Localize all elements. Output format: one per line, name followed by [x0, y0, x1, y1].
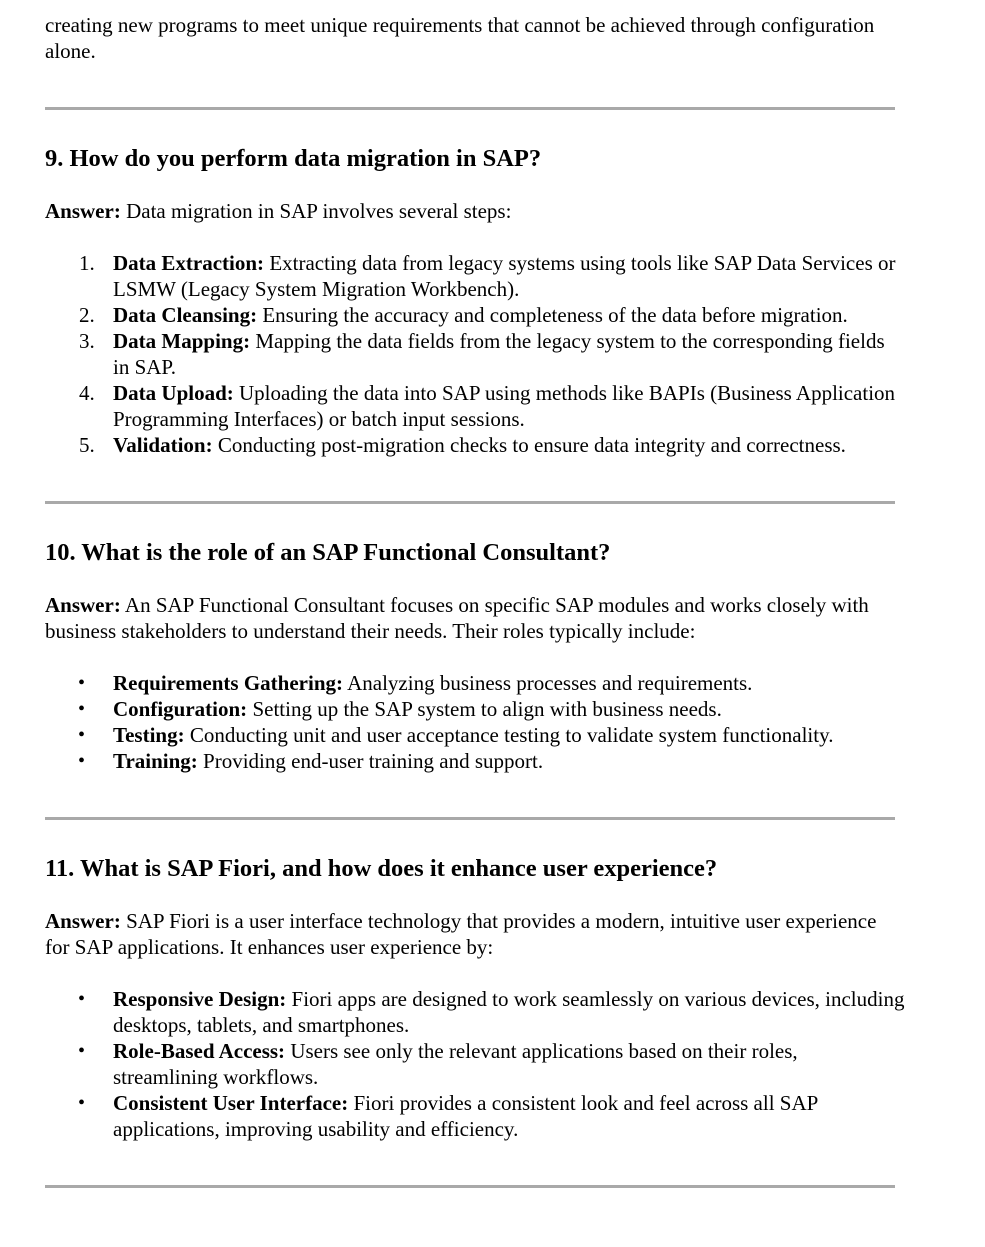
- item-text: Fiori apps are designed to work seamlessly on various devices, including desktops, tablets, and smartphones.: [113, 987, 905, 1037]
- section-divider: [45, 107, 895, 110]
- item-term: Validation:: [113, 433, 213, 457]
- list-item: [45, 670, 905, 696]
- document-page: [45, 12, 905, 1188]
- bullet-list: [45, 986, 905, 1142]
- list-item: [45, 1038, 905, 1090]
- item-term: Testing:: [113, 723, 185, 747]
- question-heading: 11. What is SAP Fiori, and how does it enhance user experience?: [45, 855, 718, 882]
- bullet-marker: •: [78, 698, 86, 720]
- answer-paragraph: [45, 592, 905, 644]
- question-heading: 10. What is the role of an SAP Functional Consultant?: [45, 539, 611, 566]
- answer-text: Data migration in SAP involves several steps:: [120, 199, 512, 223]
- bullet-marker: •: [78, 988, 86, 1010]
- item-text: Conducting unit and user acceptance testing to validate system functionality.: [184, 723, 834, 747]
- item-text: Setting up the SAP system to align with business needs.: [247, 697, 722, 721]
- item-text: Uploading the data into SAP using methods like BAPIs (Business Application Programming Interfaces) or batch input sessions.: [113, 381, 896, 431]
- item-text: Providing end-user training and support.: [197, 749, 544, 773]
- list-number: 4.: [79, 381, 95, 405]
- bullet-marker: •: [78, 1040, 86, 1062]
- item-term: Training:: [113, 749, 198, 773]
- section-divider: [45, 501, 895, 504]
- list-number: 1.: [79, 251, 95, 275]
- list-item: [45, 1090, 905, 1142]
- section-divider: [45, 817, 895, 820]
- item-text: Fiori provides a consistent look and feel across all SAP applications, improving usability and efficiency.: [113, 1091, 818, 1141]
- answer-text: An SAP Functional Consultant focuses on specific SAP modules and works closely with business stakeholders to understand their needs. Their roles typically include:: [45, 593, 869, 643]
- numbered-list: [45, 250, 905, 458]
- list-item: [45, 250, 905, 302]
- list-item: [45, 380, 905, 432]
- item-term: Data Upload:: [113, 381, 234, 405]
- answer-label: Answer:: [45, 909, 121, 933]
- bullet-marker: •: [78, 1092, 86, 1114]
- list-item: [45, 328, 905, 380]
- item-term: Role-Based Access:: [113, 1039, 286, 1063]
- item-text: Extracting data from legacy systems using tools like SAP Data Services or LSMW (Legacy System Migration Workbench).: [113, 251, 896, 301]
- item-term: Consistent User Interface:: [113, 1091, 349, 1115]
- bullet-marker: •: [78, 672, 86, 694]
- question-heading: 9. How do you perform data migration in SAP?: [45, 145, 542, 172]
- item-term: Responsive Design:: [113, 987, 287, 1011]
- item-term: Requirements Gathering:: [113, 671, 344, 695]
- list-number: 2.: [79, 303, 95, 327]
- item-text: Conducting post-migration checks to ensure data integrity and correctness.: [212, 433, 846, 457]
- answer-label: Answer:: [45, 593, 121, 617]
- list-number: 3.: [79, 329, 95, 353]
- item-text: Analyzing business processes and requirements.: [343, 671, 753, 695]
- item-term: Data Mapping:: [113, 329, 251, 353]
- list-item: [45, 696, 905, 722]
- item-text: Users see only the relevant applications based on their roles, streamlining workflows.: [113, 1039, 798, 1089]
- item-text: Mapping the data fields from the legacy system to the corresponding fields in SAP.: [113, 329, 885, 379]
- list-number: 5.: [79, 433, 95, 457]
- item-term: Data Extraction:: [113, 251, 265, 275]
- list-item: [45, 722, 905, 748]
- answer-paragraph: [45, 908, 905, 960]
- section-q10: [45, 538, 905, 774]
- bullet-marker: •: [78, 724, 86, 746]
- list-item: [45, 748, 905, 774]
- intro-paragraph: creating new programs to meet unique requirements that cannot be achieved through configuration alone.: [45, 13, 875, 63]
- bullet-marker: •: [78, 750, 86, 772]
- list-item: [45, 302, 905, 328]
- list-item: [45, 432, 905, 458]
- list-item: [45, 986, 905, 1038]
- section-q11: [45, 854, 905, 1142]
- bullet-list: [45, 670, 905, 774]
- answer-label: Answer:: [45, 199, 121, 223]
- section-divider: [45, 1185, 895, 1188]
- answer-paragraph: [45, 198, 905, 224]
- answer-text: SAP Fiori is a user interface technology that provides a modern, intuitive user experience for SAP applications. It enhances user experience by:: [45, 909, 877, 959]
- item-term: Configuration:: [113, 697, 248, 721]
- item-term: Data Cleansing:: [113, 303, 258, 327]
- section-q9: [45, 144, 905, 458]
- item-text: Ensuring the accuracy and completeness of the data before migration.: [257, 303, 848, 327]
